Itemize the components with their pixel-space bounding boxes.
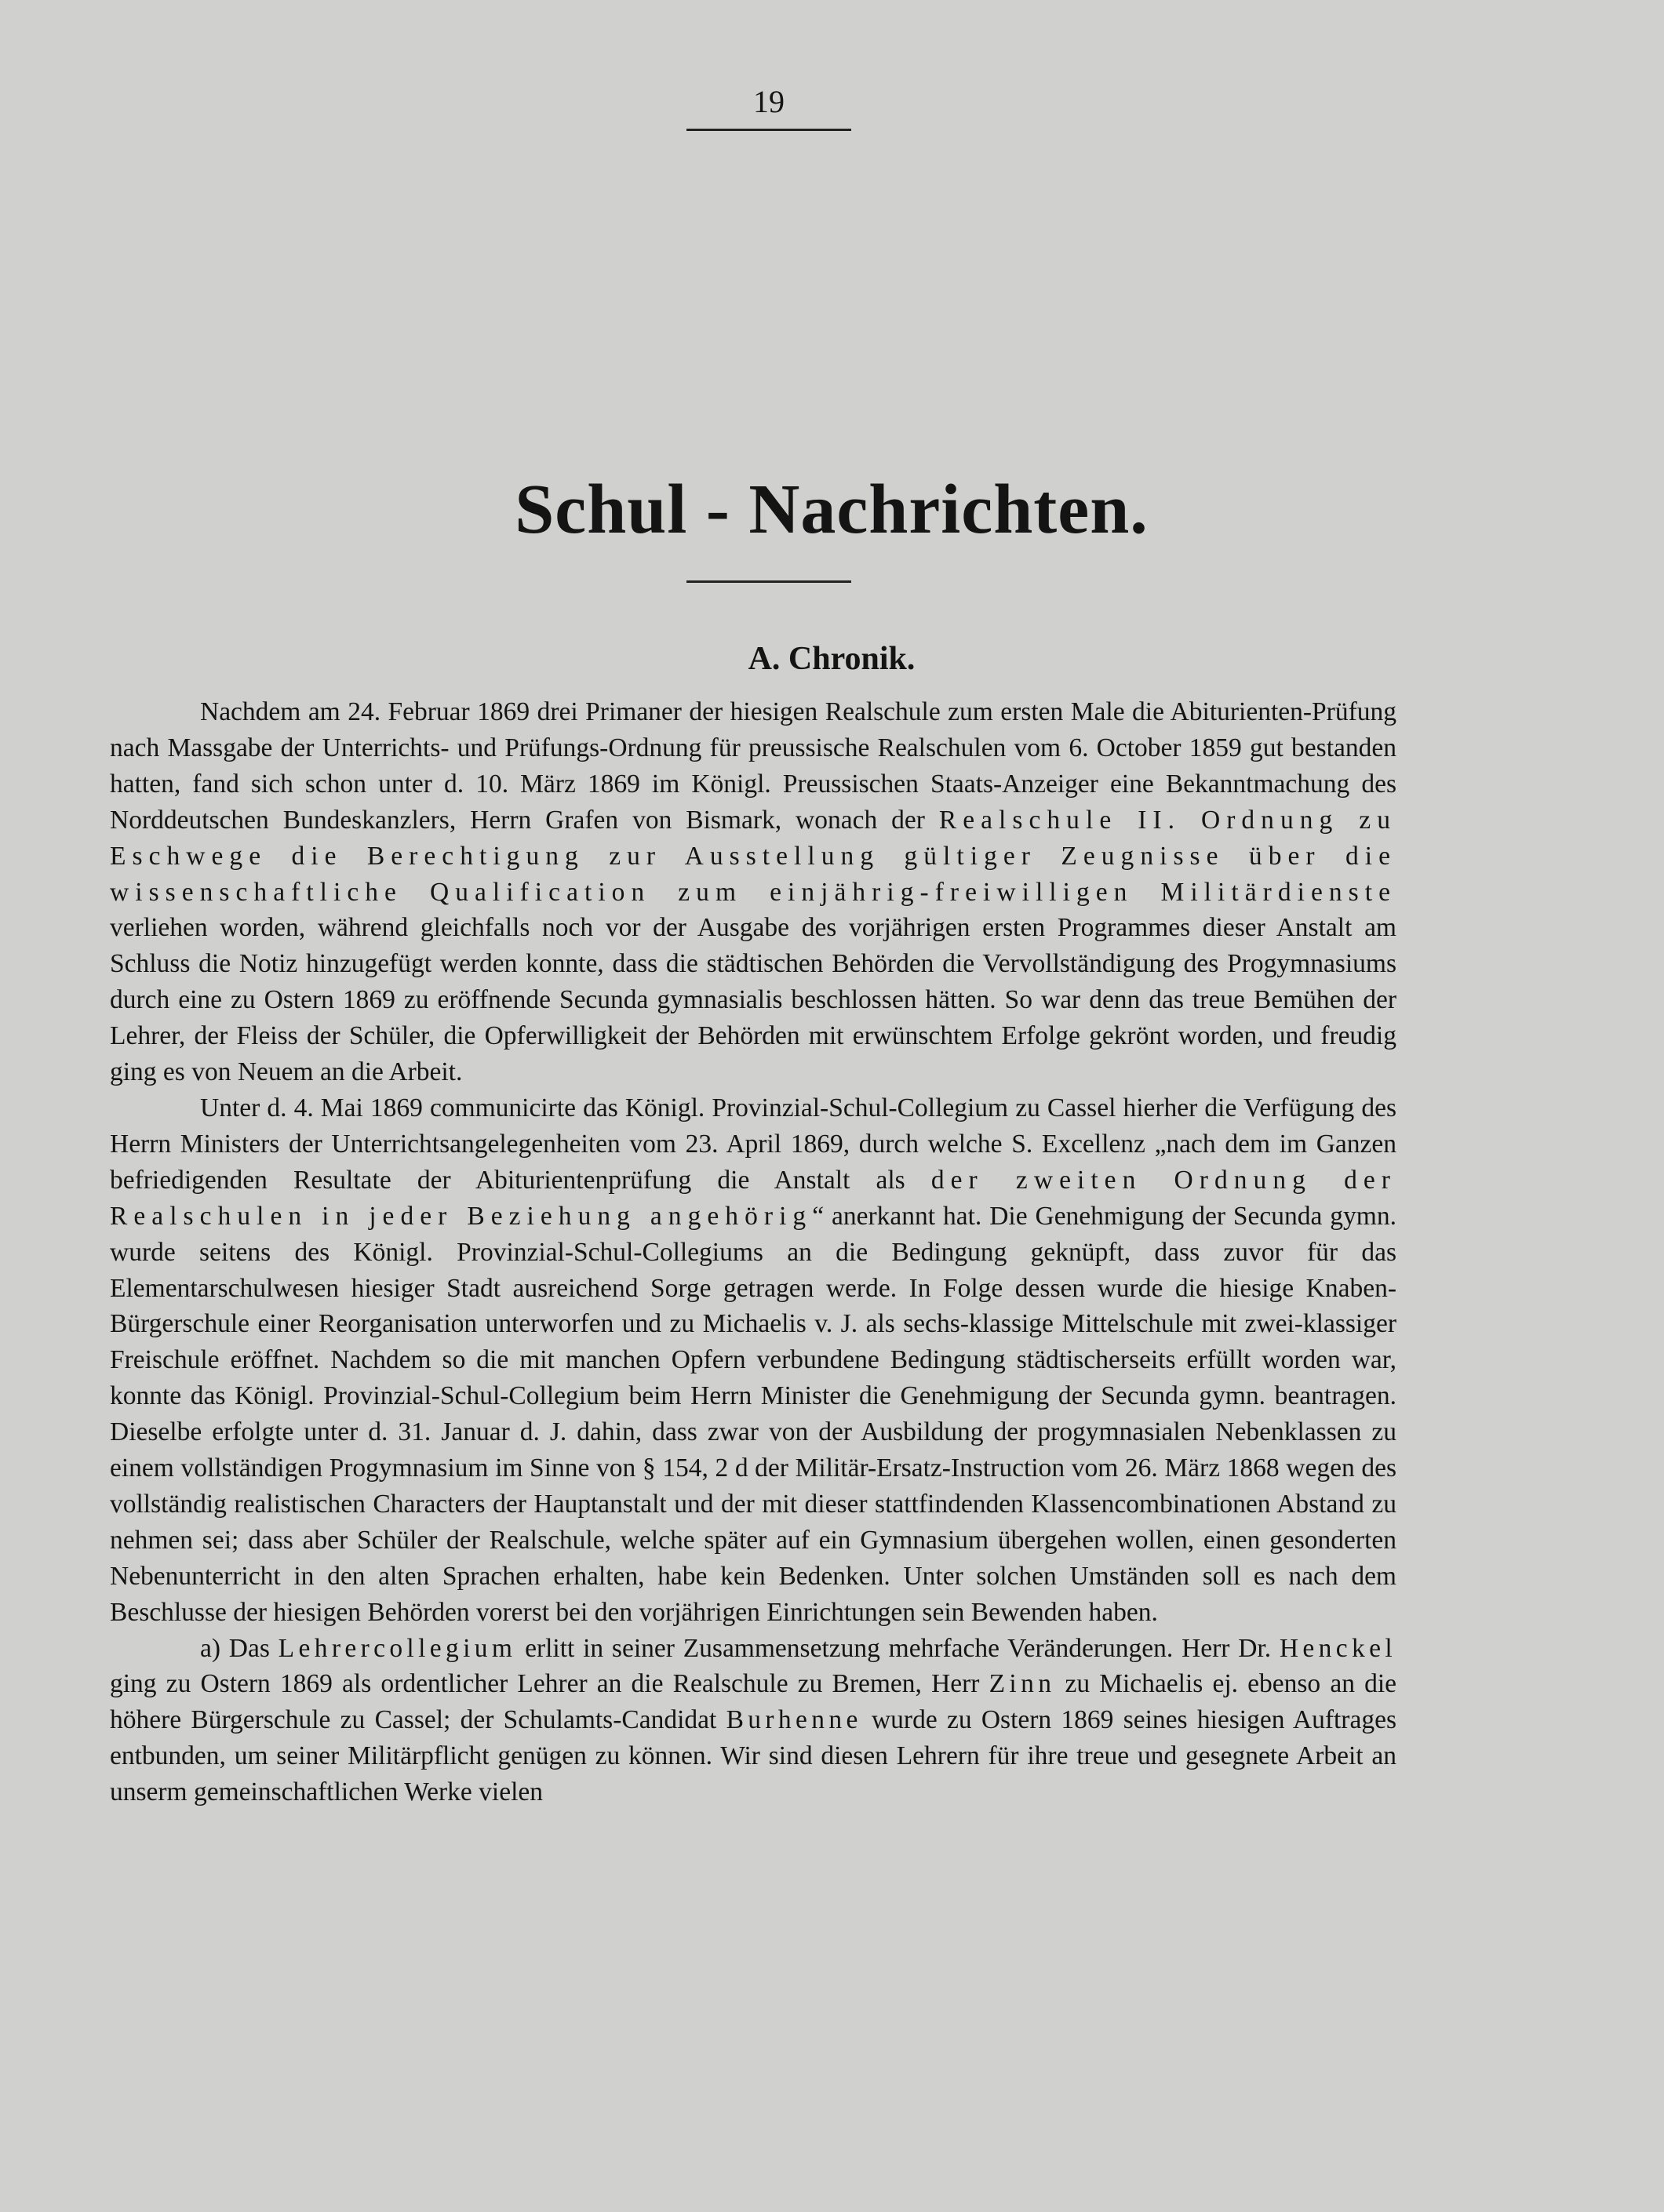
paragraph-3-spaced-henckel: Henckel bbox=[1279, 1633, 1396, 1663]
paragraph-1-text-a: Nachdem am 24. Februar 1869 drei Primaner der hiesigen Realschule zum ersten Male die Abiturienten-Prüfung nach Massgabe der Unterrichts- und Prüfungs-Ordnung für preussische Realschulen vom 6. October 1859 gut bestanden hatten, fand sich schon unter d. 10. März 1869 im Königl. Preussischen Staats-Anzeiger eine Bekanntmachung des Norddeutschen Bundeskanzlers, Herrn Grafen von Bismark, wonach der bbox=[110, 697, 1396, 835]
title-rule bbox=[686, 580, 851, 583]
body-text bbox=[110, 694, 1396, 1810]
paragraph-3-spaced-lehrercollegium: Lehrercollegium bbox=[278, 1633, 517, 1663]
paragraph-3-spaced-burhenne: Burhenne bbox=[726, 1705, 862, 1735]
page-number: 19 bbox=[753, 84, 785, 119]
paragraph-3-text-a: a) Das bbox=[200, 1633, 279, 1663]
section-heading: A. Chronik. bbox=[748, 641, 916, 677]
page-title: Schul - Nachrichten. bbox=[515, 471, 1149, 548]
paragraph-3-text-c: erlitt in seiner Zusammensetzung mehrfache Veränderungen. Herr Dr. bbox=[516, 1633, 1280, 1663]
page-number-rule bbox=[686, 129, 851, 131]
paragraph-3 bbox=[110, 1631, 1396, 1811]
paragraph-2-text-a: Unter d. 4. Mai 1869 communicirte das Königl. Provinzial-Schul-Collegium zu Cassel hierher die Verfügung des Herrn Ministers der Unterrichtsangelegenheiten vom 23. April 1869, durch welche S. Excellenz „nach dem im Ganzen befriedigenden Resultate der Abiturientenprüfung die Anstalt als bbox=[110, 1093, 1396, 1195]
paragraph-2-text-c: “ anerkannt hat. Die Genehmigung der Secunda gymn. wurde seitens des Königl. Provinzial-Schul-Collegiums an die Bedingung geknüpft, dass zuvor für das Elementarschulwesen hiesiger Stadt ausreichend Sorge getragen werde. In Folge dessen wurde die hiesige Knaben-Bürgerschule einer Reorganisation unterworfen und zu Michaelis v. J. als sechs-klassige Mittelschule mit zwei-klassiger Freischule eröffnet. Nachdem so die mit manchen Opfern verbundene Bedingung städtischerseits erfüllt worden war, konnte das Königl. Provinzial-Schul-Collegium beim Herrn Minister die Genehmigung der Secunda gymn. beantragen. Dieselbe erfolgte unter d. 31. Januar d. J. dahin, dass zwar von der Ausbildung der progymnasialen Nebenklassen zu einem vollständigen Progymnasium im Sinne von § 154, 2 d der Militär-Ersatz-Instruction vom 26. März 1868 wegen des vollständig realistischen Characters der Hauptanstalt und der mit dieser stattfindenden Klassencombinationen Abstand zu nehmen sei; dass aber Schüler der Realschule, welche später auf ein Gymnasium übergehen wollen, einen gesonderten Nebenunterricht in den alten Sprachen erhalten, habe kein Bedenken. Unter solchen Umständen soll es nach dem Beschlusse der hiesigen Behörden vorerst bei den vorjährigen Einrichtungen sein Bewenden haben. bbox=[110, 1201, 1396, 1627]
paragraph-2-spaced-text: der zweiten Ordnung der Realschulen in jeder Beziehung angehörig bbox=[110, 1165, 1396, 1231]
paragraph-1 bbox=[110, 694, 1396, 1090]
paragraph-1-spaced-text: Realschule II. Ordnung zu Eschwege die Berechtigung zur Ausstellung gültiger Zeugnisse über die wissenschaftliche Qualification zum einjährig-freiwilligen Militärdienste bbox=[110, 805, 1396, 907]
paragraph-3-spaced-zinn: Zinn bbox=[989, 1669, 1056, 1699]
paragraph-3-text-i: wurde zu Ostern 1869 seines hiesigen Auftrages entbunden, um seiner Militärpflicht genügen zu können. Wir sind diesen Lehrern für ihre treue und gesegnete Arbeit an unserm gemeinschaftlichen Werke vielen bbox=[110, 1705, 1396, 1807]
paragraph-1-text-c: verliehen worden, während gleichfalls noch vor der Ausgabe des vorjährigen ersten Programmes dieser Anstalt am Schluss die Notiz hinzugefügt werden konnte, dass die städtischen Behörden die Vervollständigung des Progymnasiums durch eine zu Ostern 1869 zu eröffnende Secunda gymnasialis beschlossen hätten. So war denn das treue Bemühen der Lehrer, der Fleiss der Schüler, die Opferwilligkeit der Behörden mit erwünschtem Erfolge gekrönt worden, und freudig ging es von Neuem an die Arbeit. bbox=[110, 913, 1396, 1087]
paragraph-2 bbox=[110, 1090, 1396, 1631]
paragraph-3-text-e: ging zu Ostern 1869 als ordentlicher Lehrer an die Realschule zu Bremen, Herr bbox=[110, 1669, 989, 1699]
paragraph-3-text-g: zu Michaelis ej. ebenso an die höhere Bürgerschule zu Cassel; der Schulamts-Candidat bbox=[110, 1669, 1397, 1735]
